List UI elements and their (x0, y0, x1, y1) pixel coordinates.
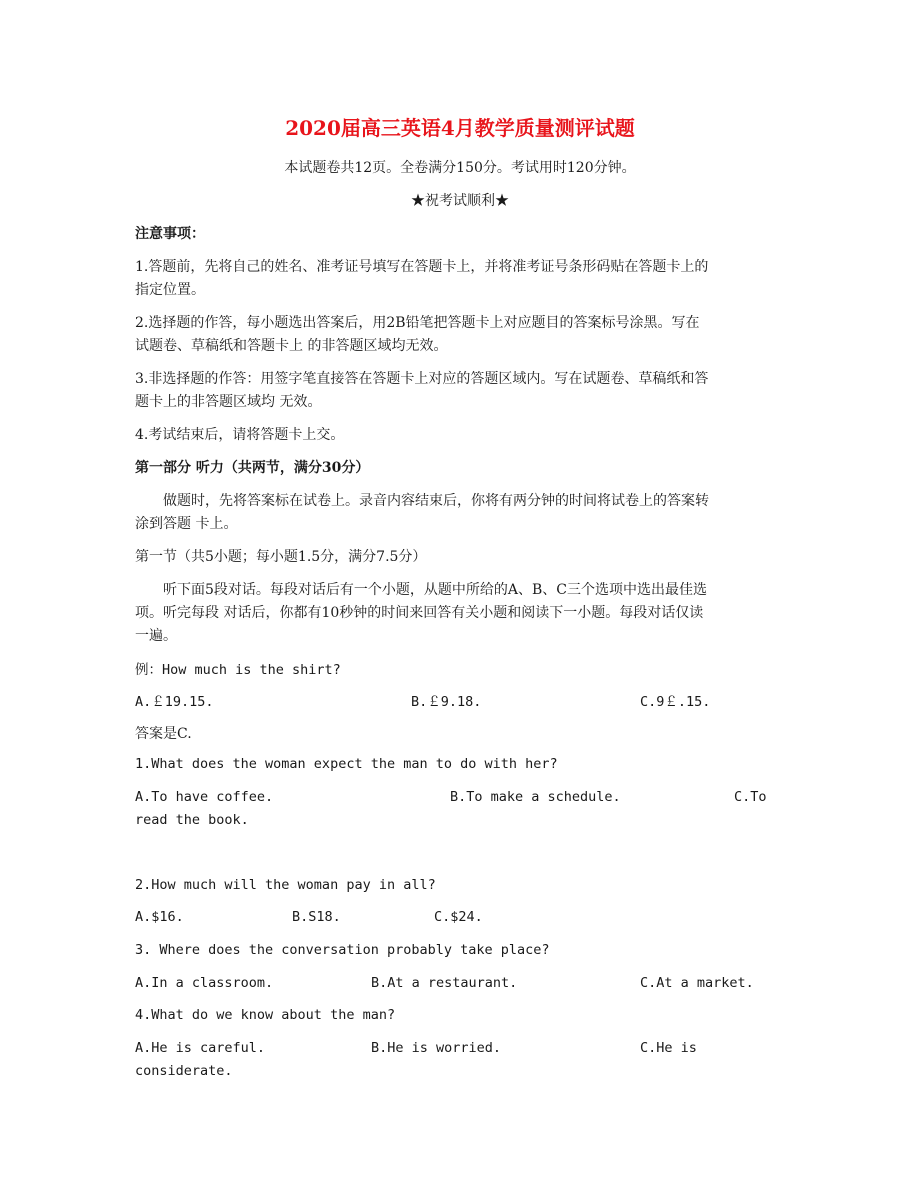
question-3-option-b: B.At a restaurant. (371, 975, 518, 991)
question-2-stem: 2.How much will the woman pay in all? (135, 877, 436, 893)
question-4-stem: 4.What do we know about the man? (135, 1007, 396, 1023)
blessing-text: ★祝考试顺利★ (411, 193, 509, 209)
example-option-a: A.￡19.15. (135, 694, 214, 710)
section1-intro-line-1: 听下面5段对话。每段对话后有一个小题，从题中所给的A、B、C三个选项中选出最佳选 (163, 582, 708, 598)
question-1-stem: 1.What does the woman expect the man to do with her? (135, 756, 558, 772)
part1-intro-line-1: 做题时，先将答案标在试卷上。录音内容结束后，你将有两分钟的时间将试卷上的答案转 (163, 493, 709, 509)
question-4-option-b: B.He is worried. (371, 1040, 502, 1056)
exam-info: 本试题卷共12页。全卷满分150分。考试用时120分钟。 (284, 160, 636, 176)
part1-heading: 第一部分 听力（共两节，满分30分） (135, 460, 370, 476)
question-4-option-c: C.He is (640, 1040, 697, 1056)
notice-heading: 注意事项： (135, 226, 205, 242)
section1-heading: 第一节（共5小题；每小题1.5分，满分7.5分） (135, 549, 427, 565)
question-3-stem: 3. Where does the conversation probably take place? (135, 942, 550, 958)
question-2-option-b: B.S18. (292, 909, 341, 925)
question-3-option-c: C.At a market. (640, 975, 754, 991)
question-4-option-a: A.He is careful. (135, 1040, 266, 1056)
question-1-option-b: B.To make a schedule. (450, 789, 621, 805)
example-option-c: C.9￡.15. (640, 694, 711, 710)
notice-item-3-line-1: 3.非选择题的作答：用签字笔直接答在答题卡上对应的答题区域内。写在试题卷、草稿纸和答 (135, 371, 709, 387)
example-option-b: B.￡9.18. (411, 694, 482, 710)
notice-item-1-line-2: 指定位置。 (135, 282, 205, 298)
section1-intro-line-3: 一遍。 (135, 628, 177, 644)
question-2-option-c: C.$24. (434, 909, 483, 925)
question-1-option-c: C.To (734, 789, 767, 805)
notice-item-4: 4.考试结束后，请将答题卡上交。 (135, 427, 345, 443)
question-1-option-c-wrap: read the book. (135, 812, 249, 828)
section1-intro-line-2: 项。听完每段 对话后，你都有10秒钟的时间来回答有关小题和阅读下一小题。每段对话仅读 (135, 605, 704, 621)
question-2-option-a: A.$16. (135, 909, 184, 925)
notice-item-1-line-1: 1.答题前，先将自己的姓名、准考证号填写在答题卡上，并将准考证号条形码贴在答题卡上的 (135, 259, 709, 275)
notice-item-2-line-1: 2.选择题的作答，每小题选出答案后，用2B铅笔把答题卡上对应题目的答案标号涂黑。写在 (135, 315, 700, 331)
notice-item-3-line-2: 题卡上的非答题区域均 无效。 (135, 394, 322, 410)
question-4-option-c-wrap: considerate. (135, 1063, 233, 1079)
example-question: 例：How much is the shirt? (135, 662, 341, 678)
page-title: 2020届高三英语4月教学质量测评试题 (285, 116, 635, 140)
example-answer: 答案是C. (135, 726, 192, 742)
part1-intro-line-2: 涂到答题 卡上。 (135, 516, 238, 532)
question-1-option-a: A.To have coffee. (135, 789, 274, 805)
question-3-option-a: A.In a classroom. (135, 975, 274, 991)
notice-item-2-line-2: 试题卷、草稿纸和答题卡上 的非答题区域均无效。 (135, 338, 448, 354)
